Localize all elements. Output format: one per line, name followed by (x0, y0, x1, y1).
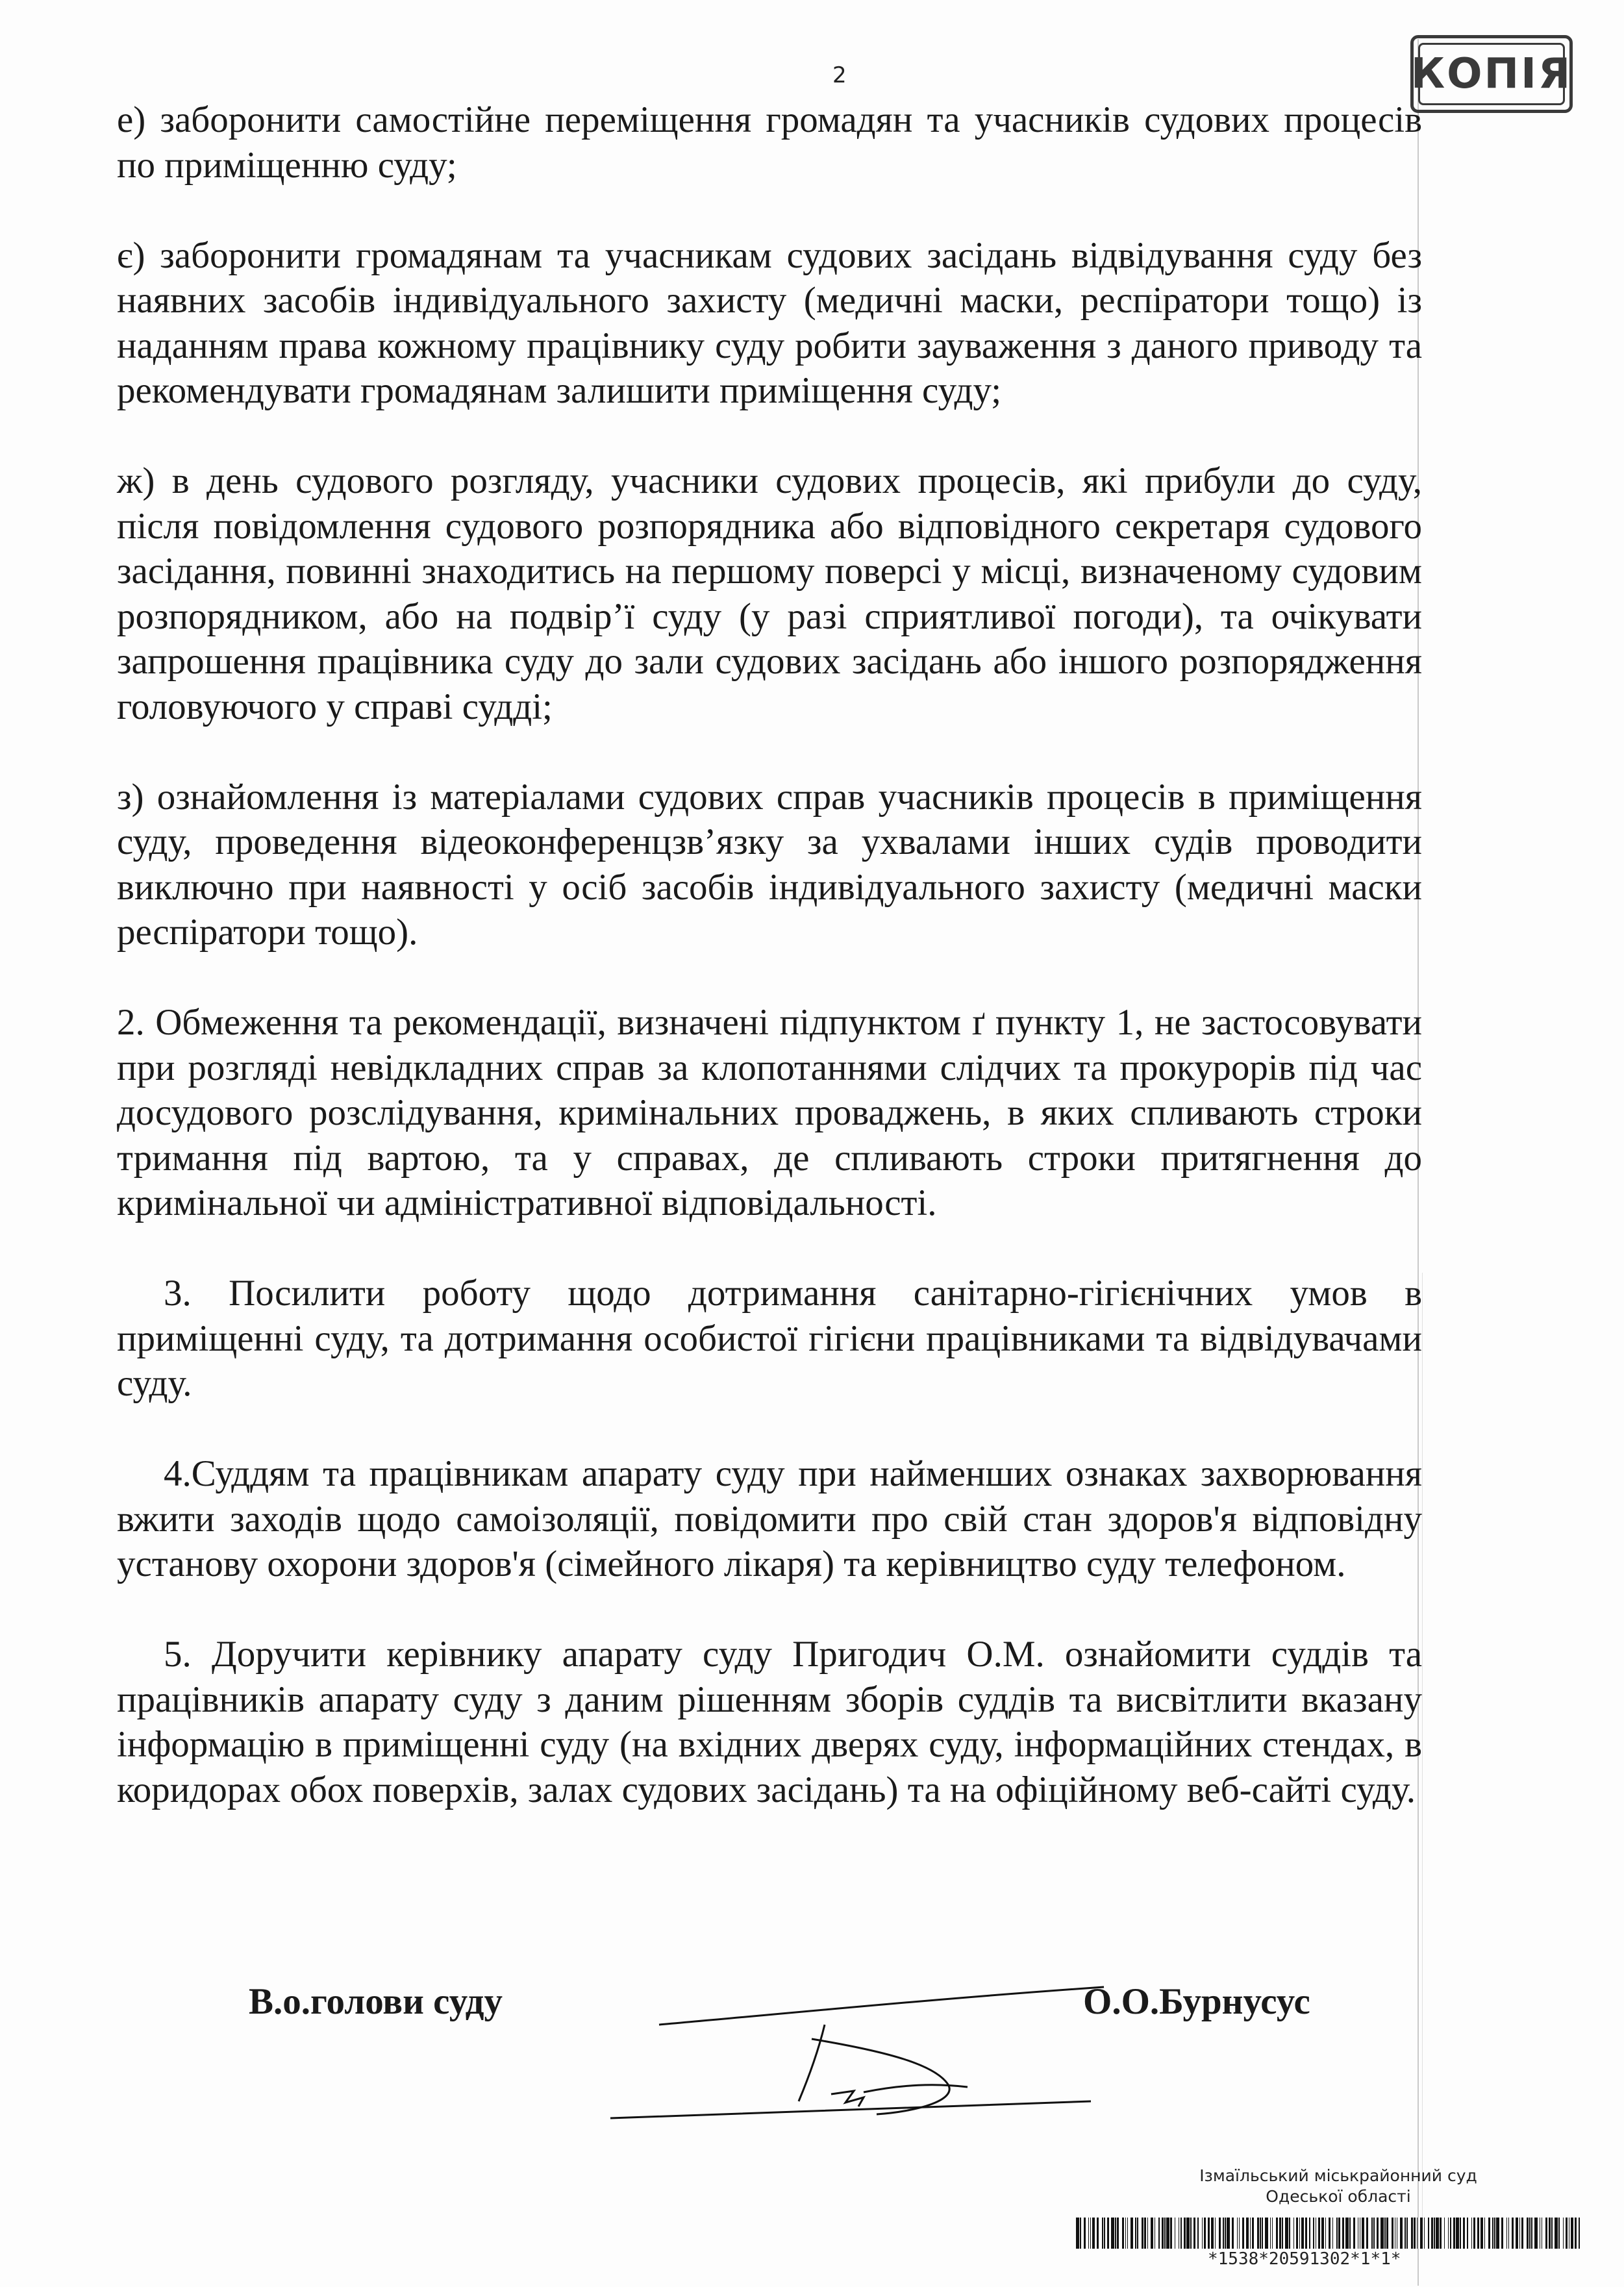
handwritten-signature (597, 1948, 1130, 2130)
paragraph: 3. Посилити роботу щодо дотримання санітарно-гігієнічних умов в приміщенні суду, та дотримання особистої гігієни працівниками та відвідувачами суду. (117, 1273, 1422, 1404)
court-region: Одеської області (1266, 2187, 1411, 2206)
document-barcode (1076, 2218, 1582, 2249)
copy-stamp-label: КОПІЯ (1410, 50, 1573, 98)
paragraph: 5. Доручити керівнику апарату суду Пригодич О.М. ознайомити суддів та працівників апарату суду з даним рішенням зборів суддів та висвітлити вказану інформацію в приміщенні суду (на вхідних дверях суду, інформаційних стендах, в коридорах обох поверхів, залах судових засідань) та на офіційному веб-сайті суду. (117, 1634, 1422, 1810)
court-name: Ізмаїльський міськрайонний суд (1199, 2166, 1477, 2185)
paragraph: є) заборонити громадянам та учасникам судових засідань відвідування суду без наявних засобів індивідуального захисту (медичні маски, респіратори тощо) із наданням права кожному працівнику суду робити зауваження з даного приводу та рекомендувати громадянам залишити приміщення суду; (117, 234, 1422, 411)
document-body (117, 97, 1422, 1812)
paragraph: 4.Суддям та працівникам апарату суду при найменших ознаках захворювання вжити заходів щодо самоізоляції, повідомити про свій стан здоров'я відповідну установу охорони здоров'я (сімейного лікаря) та керівництво суду телефоном. (117, 1453, 1422, 1584)
paragraph: ж) в день судового розгляду, учасники судових процесів, які прибули до суду, після повідомлення судового розпорядника або відповідного секретаря судового засідання, повинні знаходитись на першому поверсі у місці, визначеному судовим розпорядником, або на подвір’ї суду (у разі сприятливої погоди), та очікувати запрошення працівника суду до зали судових засідань або іншого розпорядження головуючого у справі судді; (117, 460, 1422, 727)
paragraph: е) заборонити самостійне переміщення громадян та учасників судових процесів по приміщенню суду; (117, 99, 1422, 186)
barcode-number: *1538*20591302*1*1* (1208, 2249, 1401, 2269)
paragraph: 2. Обмеження та рекомендації, визначені підпунктом ґ пункту 1, не застосовувати при розгляді невідкладних справ за клопотаннями слідчих та прокурорів під час досудового розслідування, кримінальних проваджень, в яких спливають строки тримання під вартою, та у справах, де спливають строки притягнення до кримінальної чи адміністративної відповідальності. (117, 1002, 1422, 1223)
signatory-position: В.о.голови суду (249, 1981, 503, 2022)
scan-edge-line-secondary (1422, 1273, 1423, 2247)
signatory-name: О.О.Бурнусус (1083, 1981, 1310, 2022)
page-number: 2 (832, 62, 847, 88)
court-footer (1186, 2166, 1491, 2207)
paragraph: з) ознайомлення із матеріалами судових справ учасників процесів в приміщення суду, проведення відеоконференцзв’язку за ухвалами інших судів проводити виключно при наявності у осіб засобів індивідуального захисту (медичні маски респіратори тощо). (117, 776, 1422, 953)
copy-stamp (1410, 35, 1573, 113)
